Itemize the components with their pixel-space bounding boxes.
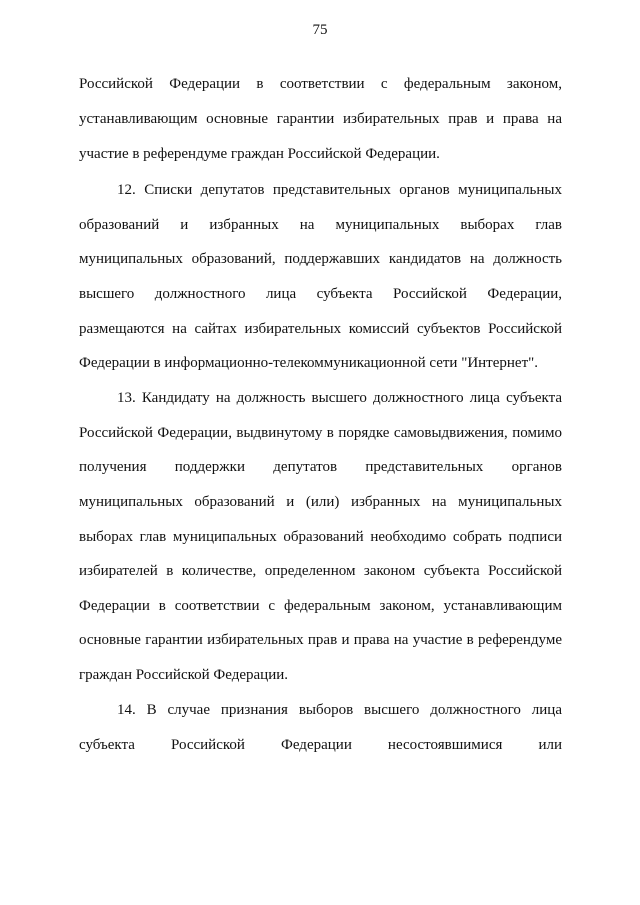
- text-line: Российской Федерации в соответствии с федеральным законом,: [79, 76, 562, 92]
- text-line: получения поддержки депутатов представительных органов: [79, 459, 562, 475]
- text-line: Российской Федерации, выдвинутому в порядке самовыдвижения, помимо: [79, 425, 562, 441]
- text-line: Федерации в информационно-телекоммуникационной сети "Интернет".: [79, 355, 539, 371]
- text-line: выборах глав муниципальных образований необходимо собрать подписи: [79, 529, 562, 545]
- text-line: муниципальных образований и (или) избранных на муниципальных: [79, 494, 562, 510]
- text-line: высшего должностного лица субъекта Российской Федерации,: [79, 286, 562, 302]
- text-line: основные гарантии избирательных прав и права на участие в референдуме: [79, 632, 562, 648]
- paragraph-13-first-line: 13. Кандидату на должность высшего должностного лица субъекта: [117, 390, 562, 406]
- text-line: граждан Российской Федерации.: [79, 667, 289, 683]
- text-line: Федерации в соответствии с федеральным законом, устанавливающим: [79, 598, 562, 614]
- text-line: избирателей в количестве, определенном законом субъекта Российской: [79, 563, 562, 579]
- text-line: образований и избранных на муниципальных выборах глав: [79, 217, 562, 233]
- text-line: устанавливающим основные гарантии избирательных прав и права на: [79, 111, 562, 127]
- page-number: 75: [312, 22, 328, 38]
- text-line: муниципальных образований, поддержавших кандидатов на должность: [79, 251, 562, 267]
- text-line: участие в референдуме граждан Российской Федерации.: [79, 146, 440, 162]
- paragraph-12-first-line: 12. Списки депутатов представительных органов муниципальных: [117, 182, 562, 198]
- text-line: субъекта Российской Федерации несостоявшимися или: [79, 737, 562, 753]
- text-line: размещаются на сайтах избирательных комиссий субъектов Российской: [79, 321, 562, 337]
- paragraph-14-first-line: 14. В случае признания выборов высшего должностного лица: [117, 702, 562, 718]
